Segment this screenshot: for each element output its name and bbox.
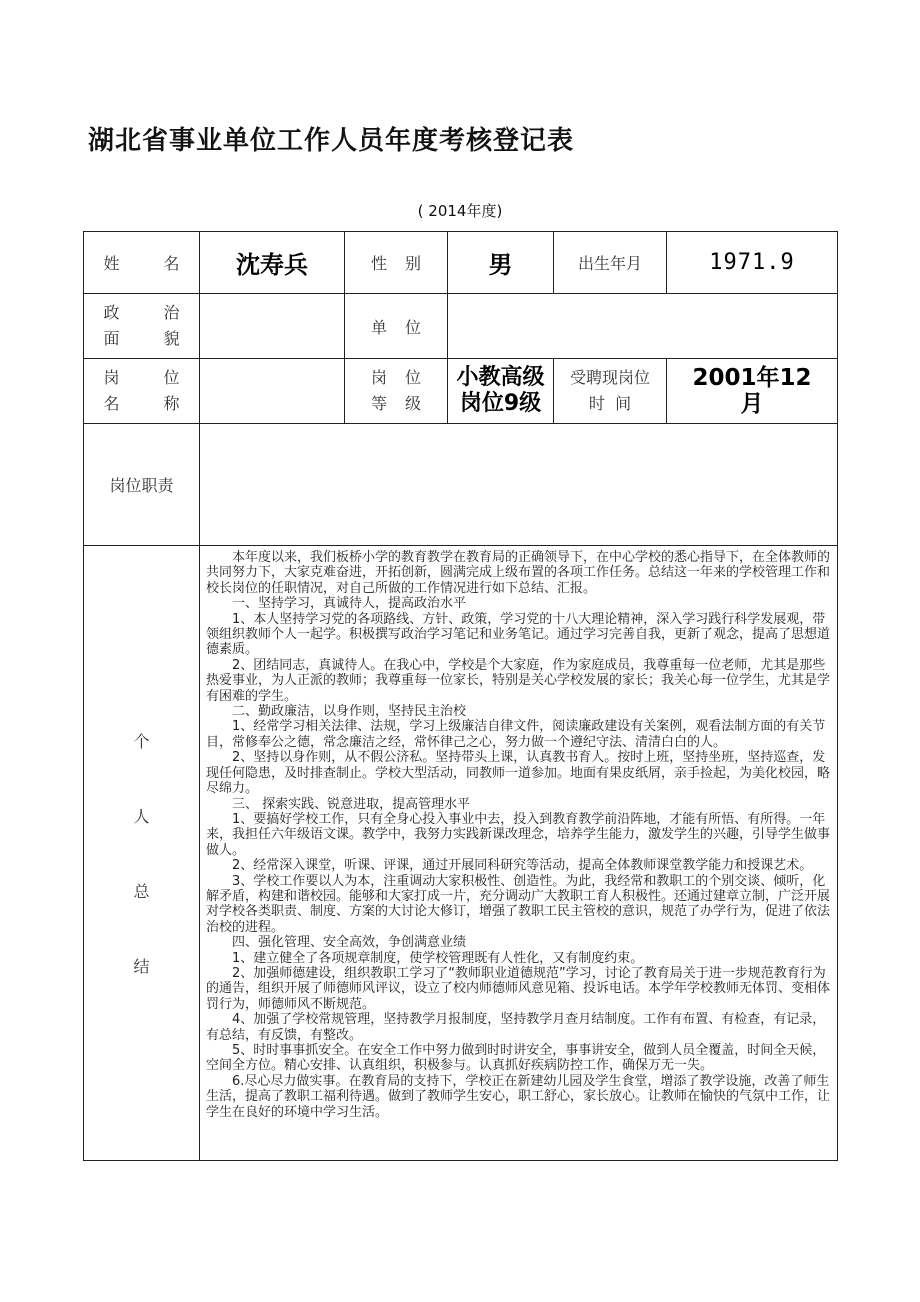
hire-value-1: 2001年12 [692,365,812,391]
summary-paragraph: 2、坚持以身作则，从不假公济私。坚持带头上课，认真教书育人。按时上班，坚持坐班，坚持巡查，发现任何隐患，及时排查制止。学校大型活动，同教师一道参加。地面有果皮纸屑，亲手捡起，为美化校园，略尽绵力。 [206,750,831,797]
name-label-cell [84,232,200,294]
summary-label-cell [84,546,200,1161]
hire-value-2: 月 [740,391,764,417]
summary-heading: 二、勤政廉洁，以身作则，坚持民主治校 [232,704,467,720]
gender-value-cell [448,232,554,294]
grade-value-1: 小教高级 [456,365,545,390]
political-value-cell [200,294,345,359]
summary-paragraph: 2、团结同志，真诚待人。在我心中，学校是个大家庭，作为家庭成员，我尊重每一位老师，尤其是那些热爱事业，为人正派的教师；我尊重每一位家长，特别是关心学校发展的家长；我关心每一位学生，尤其是学有困难的学生。 [206,657,831,704]
summary-paragraph: 3、学校工作要以人为本，注重调动大家积极性、创造性。为此，我经常和教职工的个别交谈、倾听，化解矛盾，构建和谐校园。能够和大家打成一片，充分调动广大教职工育人积极性。还通过建章立制，广泛开展对学校各类职责、制度、方案的大讨论大修订，增强了教职工民主管校的意识，规范了办学行为，促进了依法治校的进程。 [206,873,831,935]
post-label-1b: 位 [163,368,180,387]
summary-heading: 四、强化管理、安全高效，争创满意业绩 [232,935,467,951]
gender-label-a: 性 [371,254,388,273]
birth-label: 出生年月 [577,254,642,273]
summary-paragraph: 2、经常深入课堂，听课、评课，通过开展同科研究等活动，提高全体教师课堂教学能力和授课艺术。 [232,858,813,874]
summary-char-3: 总 [133,882,150,901]
summary-char-1: 个 [133,732,150,751]
gender-label-cell [345,232,448,294]
summary-paragraph: 1、建立健全了各项规章制度，使学校管理既有人性化，又有制度约束。 [232,950,644,966]
duty-label: 岗位职责 [109,476,174,495]
post-label-1a: 岗 [103,368,120,387]
birth-value: 1971.9 [709,250,795,275]
summary-paragraph: 6.尽心尽力做实事。在教育局的支持下，学校正在新建幼儿园及学生食堂，增添了教学设施，改善了师生生活，提高了教职工福利待遇。做到了教师学生安心，职工舒心，家长放心。让教师在愉快的气氛中工作，让学生在良好的环境中学习生活。 [206,1073,831,1120]
political-label-cell [84,294,200,359]
name-value: 沈寿兵 [236,251,308,279]
unit-label-cell [345,294,448,359]
post-label-cell [84,359,200,424]
grade-label-1b: 位 [404,368,421,387]
grade-label-cell [345,359,448,424]
grade-value-cell [448,359,554,424]
grade-label-2b: 级 [404,394,421,413]
birth-value-cell [667,232,838,294]
political-label-2a: 面 [103,329,120,348]
summary-paragraph: 5、时时事事抓安全。在安全工作中努力做到时时讲安全，事事讲安全，做到人员全覆盖，时间全天候，空间全方位。精心安排、认真组织，积极参与。认真抓好疾病防控工作，确保万无一失。 [206,1043,826,1074]
hire-label-2: 时 间 [588,394,632,413]
year-label: ( 2014年度) [417,202,503,220]
summary-paragraph: 1、本人坚持学习党的各项路线、方针、政策，学习党的十八大理论精神，深入学习践行科学发展观，带领组织教师个人一起学。积极撰写政治学习笔记和业务笔记。通过学习完善自我，更新了观念，提高了思想道德素质。 [206,611,831,658]
summary-heading: 三、 探索实践、锐意进取，提高管理水平 [232,796,471,812]
unit-label-b: 位 [404,317,421,337]
grade-value-2: 岗位9级 [459,391,542,416]
summary-paragraph: 1、要搞好学校工作，只有全身心投入事业中去，投入到教育教学前沿阵地，才能有所悟、有所得。一年来，我担任六年级语文课。教学中，我努力实践新课改理念，培养学生能力，激发学生的兴趣，引导学生做事做人。 [206,811,831,858]
gender-label-b: 别 [404,254,421,273]
form-title: 湖北省事业单位工作人员年度考核登记表 [88,126,575,156]
political-label-1a: 政 [103,303,120,322]
hire-label-1: 受聘现岗位 [569,368,650,387]
post-label-2b: 称 [163,394,180,413]
unit-label-a: 单 [371,317,388,337]
unit-value-cell [448,294,838,359]
summary-char-4: 结 [133,957,150,976]
summary-text-cell [200,546,838,1161]
political-label-1b: 治 [163,303,180,322]
duty-value-cell [200,424,838,546]
summary-paragraph: 1、经常学习相关法律、法规，学习上级廉洁自律文件，阅读廉政建设有关案例，观看法制方面的有关节目，常修奉公之德，常念廉洁之经，常怀律己之心，努力做一个遵纪守法、清清白白的人。 [206,719,826,750]
appraisal-form [83,231,838,1161]
birth-label-cell [554,232,667,294]
name-label-a: 姓 [103,254,120,273]
duty-label-cell [84,424,200,546]
name-value-cell [200,232,345,294]
summary-char-2: 人 [133,807,150,826]
name-label-b: 名 [163,254,180,273]
political-label-2b: 貌 [163,329,180,348]
grade-label-2a: 等 [371,394,388,413]
post-name-value-cell [200,359,345,424]
hire-label-cell [554,359,667,424]
gender-value: 男 [488,251,513,279]
grade-label-1a: 岗 [371,368,388,387]
summary-heading: 一、坚持学习，真诚待人，提高政治水平 [232,596,467,612]
summary-paragraph: 4、加强了学校常规管理，坚持教学月报制度，坚持教学月查月结制度。工作有布置、有检查，有记录，有总结，有反馈，有整改。 [206,1012,826,1043]
summary-paragraph: 2、加强师德建设，组织教职工学习了“教师职业道德规范”学习，讨论了教育局关于进一步规范教育行为的通告，组织开展了师德师风评议，设立了校内师德师风意见箱、投诉电话。本学年学校教师无体罚、变相体罚行为，师德师风不断规范。 [206,965,831,1012]
summary-paragraph: 本年度以来，我们板桥小学的教育教学在教育局的正确领导下，在中心学校的悉心指导下，在全体教师的共同努力下，大家克难奋进，开拓创新，圆满完成上级布置的各项工作任务。总结这一年来的学校管理工作和校长岗位的任职情况，对自己所做的工作情况进行如下总结、汇报。 [206,550,831,596]
hire-value-cell [667,359,838,424]
post-label-2a: 名 [103,394,120,413]
